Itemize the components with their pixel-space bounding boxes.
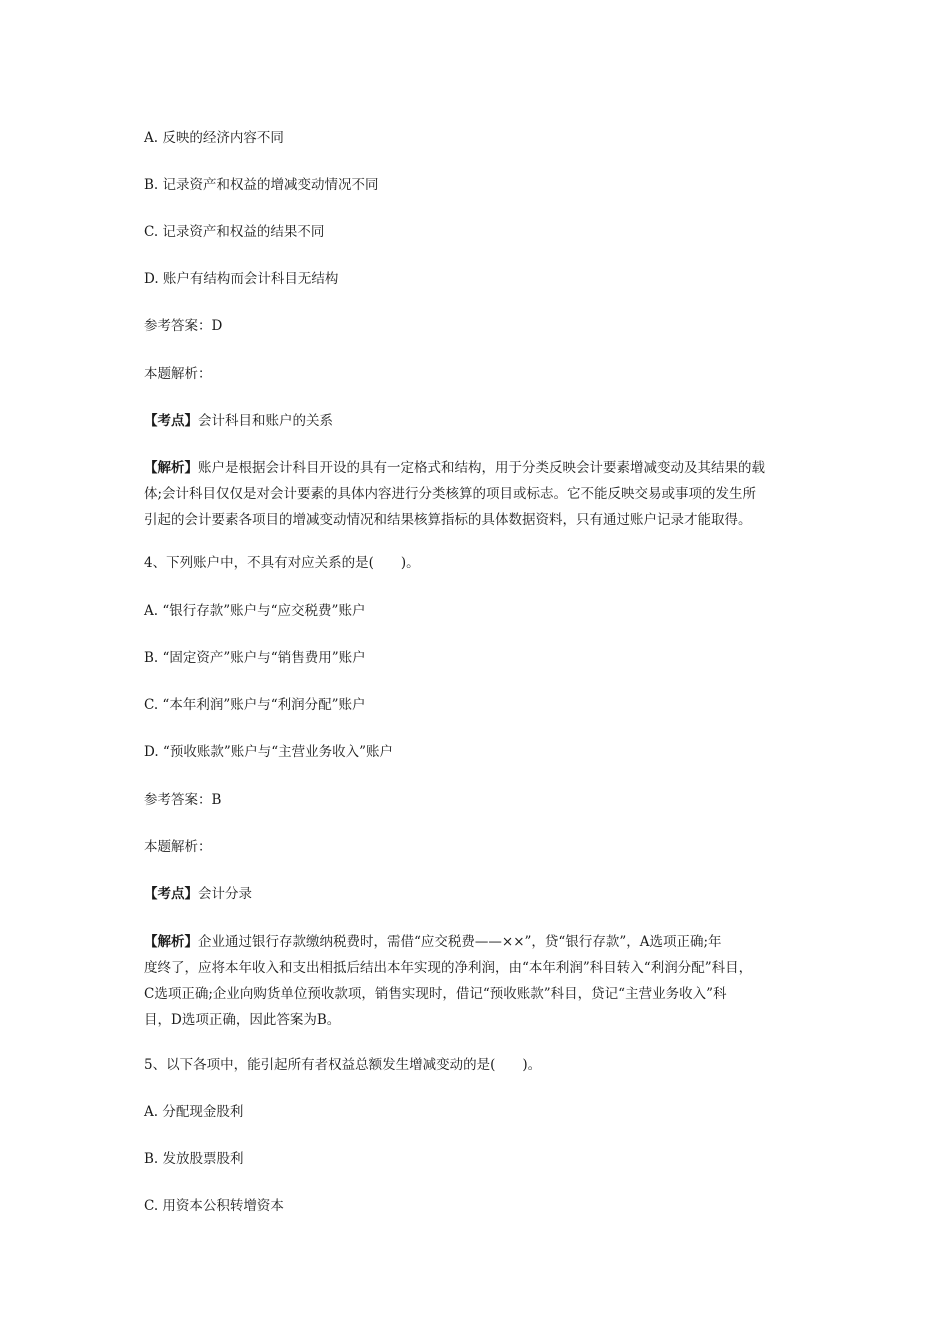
q4-option-b: B. “固定资产”账户与“销售费用”账户 (144, 650, 366, 666)
q4-kaodian (144, 881, 809, 907)
q3-option-b: B. 记录资产和权益的增减变动情况不同 (144, 177, 379, 193)
q4-analysis-heading: 本题解析： (144, 839, 212, 855)
q4-option-d: D. “预收账款”账户与“主营业务收入”账户 (144, 744, 394, 760)
q4-jiexi (144, 929, 809, 1033)
jiexi-line: C选项正确;企业向购货单位预收款项，销售实现时，借记“预收账款”科目，贷记“主营业务收入”科 (144, 986, 727, 1002)
jiexi-line: 体;会计科目仅仅是对会计要素的具体内容进行分类核算的项目或标志。它不能反映交易或事项的发生所 (144, 486, 757, 502)
q4-option-c: C. “本年利润”账户与“利润分配”账户 (144, 697, 366, 713)
q5-option-c: C. 用资本公积转增资本 (144, 1198, 284, 1214)
q5-option-a: A. 分配现金股利 (144, 1104, 244, 1120)
q3-option-a: A. 反映的经济内容不同 (144, 130, 284, 146)
q3-option-c: C. 记录资产和权益的结果不同 (144, 224, 325, 240)
jiexi-line: 度终了，应将本年收入和支出相抵后结出本年实现的净利润，由“本年利润”科目转入“利润分配”科目， (144, 960, 753, 976)
kaodian-tag: 【考点】 (144, 886, 198, 902)
kaodian-tag: 【考点】 (144, 413, 198, 429)
q4-option-a: A. “银行存款”账户与“应交税费”账户 (144, 603, 366, 619)
q5-question: 5、以下各项中，能引起所有者权益总额发生增减变动的是( )。 (144, 1057, 542, 1073)
kaodian-text: 会计分录 (198, 886, 252, 902)
q3-option-d: D. 账户有结构而会计科目无结构 (144, 271, 339, 287)
q3-answer: 参考答案：D (144, 318, 223, 334)
jiexi-tag: 【解析】 (144, 934, 198, 950)
jiexi-tag: 【解析】 (144, 460, 198, 476)
jiexi-line: 引起的会计要素各项目的增减变动情况和结果核算指标的具体数据资料，只有通过账户记录才能取得。 (144, 512, 752, 528)
q4-answer: 参考答案：B (144, 792, 222, 808)
q5-option-b: B. 发放股票股利 (144, 1151, 244, 1167)
q3-kaodian (144, 408, 809, 434)
jiexi-line: 【解析】账户是根据会计科目开设的具有一定格式和结构，用于分类反映会计要素增减变动及其结果的载 (144, 460, 765, 476)
q4-question: 4、下列账户中，不具有对应关系的是( )。 (144, 555, 420, 571)
q3-analysis-heading: 本题解析： (144, 366, 212, 382)
jiexi-line: 【解析】企业通过银行存款缴纳税费时，需借“应交税费——××”，贷“银行存款”，A选项正确;年 (144, 934, 722, 950)
kaodian-text: 会计科目和账户的关系 (198, 413, 333, 429)
q3-jiexi (144, 455, 809, 533)
jiexi-line: 目，D选项正确，因此答案为B。 (144, 1012, 341, 1028)
